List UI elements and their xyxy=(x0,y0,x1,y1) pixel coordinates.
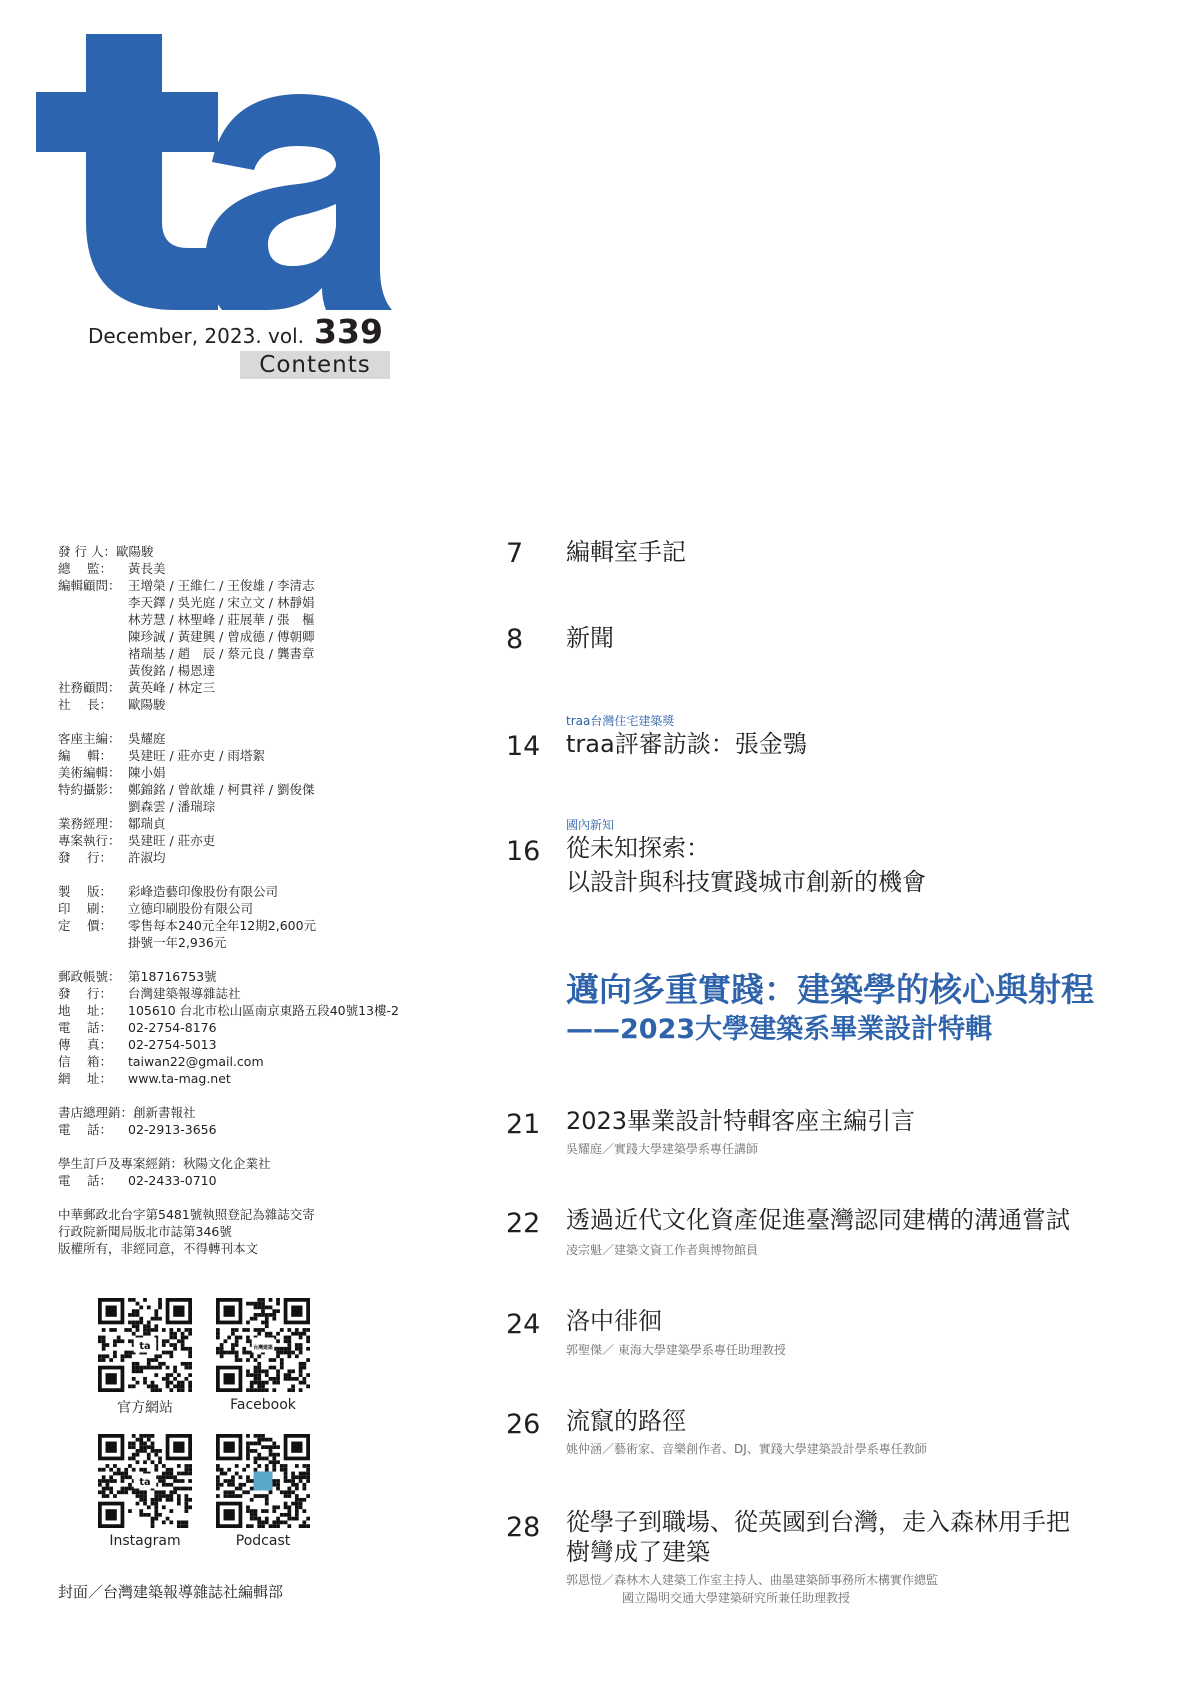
masthead-value: 鄒瑞貞 xyxy=(128,816,166,831)
masthead-value: taiwan22@gmail.com xyxy=(128,1054,264,1069)
masthead-value: 黃英峰 / 林定三 xyxy=(128,680,216,695)
masthead-value: 鄭錦銘 / 曾歆雄 / 柯貫祥 / 劉俊傑 xyxy=(128,782,315,797)
masthead-value: 02-2913-3656 xyxy=(128,1122,217,1137)
masthead-value: 02-2754-5013 xyxy=(128,1037,217,1052)
masthead-label: 印 刷： xyxy=(58,901,112,916)
masthead-value: 王增榮 / 王維仁 / 王俊雄 / 李清志 xyxy=(128,578,315,593)
masthead-row xyxy=(58,1036,458,1053)
masthead-label: 傳 真： xyxy=(58,1037,112,1052)
qr-label-podcast: Podcast xyxy=(235,1533,291,1549)
toc-author: 姚仲涵／藝術家、音樂創作者、DJ、實踐大學建築設計學系專任教師 xyxy=(566,1442,927,1456)
toc-title[interactable]: traa評審訪談：張金鶚 xyxy=(566,730,807,758)
masthead-label: 客座主編： xyxy=(58,731,121,746)
toc-author: 郭聖傑／ 東海大學建築學系專任助理教授 xyxy=(566,1343,786,1357)
masthead-row xyxy=(58,968,458,985)
masthead-row xyxy=(58,560,458,577)
masthead-value: 台灣建築報導雜誌社 xyxy=(128,986,241,1001)
masthead-row xyxy=(58,730,458,747)
masthead-label: 編 輯： xyxy=(58,748,112,763)
masthead-row xyxy=(58,849,458,866)
masthead-label: 發 行： xyxy=(58,850,112,865)
masthead-value: 秋陽文化企業社 xyxy=(183,1156,271,1171)
masthead xyxy=(58,543,458,1257)
masthead-label: 定 價： xyxy=(58,918,112,933)
toc-title[interactable]: 從未知探索： xyxy=(566,834,710,862)
masthead-block-student xyxy=(58,1155,458,1189)
masthead-row xyxy=(58,577,458,679)
qr-label-facebook: Facebook xyxy=(230,1397,296,1413)
legal-line: 版權所有，非經同意，不得轉刊本文 xyxy=(58,1241,259,1256)
toc-page-number: 7 xyxy=(506,538,524,569)
masthead-value: 歐陽駿 xyxy=(115,544,154,559)
masthead-value: 李天鐸 / 吳光庭 / 宋立文 / 林靜娟 xyxy=(128,595,315,610)
toc-title[interactable]: 透過近代文化資產促進臺灣認同建構的溝通嘗試 xyxy=(566,1206,1070,1234)
masthead-value: 02-2754-8176 xyxy=(128,1020,217,1035)
contents-label: Contents xyxy=(240,351,390,379)
masthead-label: 電 話： xyxy=(58,1020,112,1035)
qr-code-podcast[interactable] xyxy=(216,1434,310,1528)
qr-code-instagram[interactable] xyxy=(98,1434,192,1528)
masthead-value: 吳耀庭 xyxy=(128,731,166,746)
masthead-label: 郵政帳號： xyxy=(58,969,121,984)
masthead-label: 業務經理： xyxy=(58,816,121,831)
toc-page-number: 22 xyxy=(506,1208,541,1239)
masthead-row xyxy=(58,832,458,849)
toc-page-number: 21 xyxy=(506,1109,541,1140)
masthead-label: 學生訂戶及專案經銷： xyxy=(58,1156,184,1171)
toc-author: 凌宗魁／建築文資工作者與博物館員 xyxy=(566,1243,759,1257)
toc-category: traa台灣住宅建築獎 xyxy=(566,714,675,728)
feature-title[interactable]: 邁向多重實踐：建築學的核心與射程 xyxy=(566,970,1094,1009)
toc-title[interactable]: 2023畢業設計特輯客座主編引言 xyxy=(566,1107,916,1135)
masthead-row xyxy=(58,1121,458,1138)
toc-author-line2: 國立陽明交通大學建築研究所兼任助理教授 xyxy=(622,1591,851,1605)
masthead-label: 社務顧問： xyxy=(58,680,121,695)
masthead-label: 總 監： xyxy=(58,561,112,576)
masthead-value: 掛號一年2,936元 xyxy=(128,935,227,950)
qr-center-text: ta xyxy=(139,1341,151,1353)
masthead-value: 歐陽駿 xyxy=(128,697,166,712)
masthead-row xyxy=(58,1070,458,1087)
toc-category: 國內新知 xyxy=(566,818,615,832)
qr-code-official-site[interactable] xyxy=(98,1298,192,1392)
masthead-value: 彩峰造藝印像股份有限公司 xyxy=(128,884,279,899)
masthead-label: 網 址： xyxy=(58,1071,112,1086)
masthead-label: 信 箱： xyxy=(58,1054,112,1069)
masthead-value: 許淑均 xyxy=(128,850,166,865)
masthead-row xyxy=(58,1053,458,1070)
masthead-label: 美術編輯： xyxy=(58,765,121,780)
masthead-block-printing xyxy=(58,883,458,951)
qr-center-text: ta xyxy=(139,1477,151,1489)
masthead-row xyxy=(58,1104,458,1121)
toc-page-number: 24 xyxy=(506,1309,541,1340)
masthead-row xyxy=(58,679,458,696)
toc-title[interactable]: 編輯室手記 xyxy=(566,538,686,566)
masthead-row xyxy=(58,1172,458,1189)
cover-credit: 封面／台灣建築報導雜誌社編輯部 xyxy=(58,1583,284,1601)
masthead-label: 地 址： xyxy=(58,1003,112,1018)
masthead-block-legal xyxy=(58,1206,458,1257)
masthead-row xyxy=(58,985,458,1002)
masthead-value: 林芳慧 / 林聖峰 / 莊展華 / 張 樞 xyxy=(128,612,315,627)
masthead-value: 陳珍誠 / 黃建興 / 曾成德 / 傅朝卿 xyxy=(128,629,315,644)
toc-title[interactable]: 新聞 xyxy=(566,624,614,652)
legal-line: 中華郵政北台字第5481號執照登記為雜誌交寄 xyxy=(58,1207,315,1222)
masthead-row xyxy=(58,883,458,900)
qr-center-text: 台灣建築 xyxy=(253,1345,273,1352)
masthead-value: 吳建旺 / 莊亦吏 / 雨塔絮 xyxy=(128,748,265,763)
toc-title[interactable]: 流竄的路徑 xyxy=(566,1407,686,1435)
masthead-label: 發 行： xyxy=(58,986,112,1001)
masthead-block-publisher xyxy=(58,543,458,713)
qr-label-instagram: Instagram xyxy=(109,1533,181,1549)
masthead-value: 立德印刷股份有限公司 xyxy=(128,901,254,916)
masthead-value: 劉森雲 / 潘瑞琮 xyxy=(128,799,216,814)
masthead-block-bookstore xyxy=(58,1104,458,1138)
masthead-label: 電 話： xyxy=(58,1173,112,1188)
masthead-label: 製 版： xyxy=(58,884,112,899)
ta-logo xyxy=(36,34,392,310)
masthead-label: 編輯顧問： xyxy=(58,578,121,593)
logo-text: ta xyxy=(36,34,38,35)
masthead-label: 專案執行： xyxy=(58,833,121,848)
toc-page-number: 26 xyxy=(506,1409,541,1440)
masthead-value: 零售每本240元全年12期2,600元 xyxy=(128,918,317,933)
legal-line: 行政院新聞局版北市誌第346號 xyxy=(58,1224,232,1239)
masthead-row xyxy=(58,1002,458,1019)
masthead-value: 黃長美 xyxy=(128,561,166,576)
masthead-value: 黃俊銘 / 楊恩達 xyxy=(128,663,216,678)
issue-line xyxy=(88,312,383,351)
masthead-row xyxy=(58,815,458,832)
toc-title[interactable]: 洛中徘徊 xyxy=(566,1307,662,1335)
masthead-row xyxy=(58,764,458,781)
masthead-value: www.ta-mag.net xyxy=(128,1071,231,1086)
issue-date: December, 2023. vol. xyxy=(88,324,305,348)
toc-page-number: 14 xyxy=(506,731,541,762)
masthead-row xyxy=(58,696,458,713)
masthead-value: 褚瑞基 / 趙 辰 / 蔡元良 / 龔書章 xyxy=(128,646,315,661)
toc-title[interactable]: 從學子到職場、從英國到台灣，走入森林用手把 xyxy=(566,1508,1070,1536)
masthead-label: 電 話： xyxy=(58,1122,112,1137)
masthead-value: 第18716753號 xyxy=(128,969,217,984)
masthead-row xyxy=(58,747,458,764)
feature-subtitle: ——2023大學建築系畢業設計特輯 xyxy=(566,1014,993,1045)
masthead-row xyxy=(58,1019,458,1036)
toc-author: 郭恩愷／森林木人建築工作室主持人、曲墨建築師事務所木構實作總監 xyxy=(566,1573,939,1587)
masthead-value: 吳建旺 / 莊亦吏 xyxy=(128,833,216,848)
masthead-label: 書店總理銷： xyxy=(58,1105,134,1120)
masthead-row xyxy=(58,543,458,560)
toc-title-line2[interactable]: 樹彎成了建築 xyxy=(566,1538,710,1566)
masthead-value: 陳小娟 xyxy=(128,765,166,780)
masthead-label: 特約攝影： xyxy=(58,782,121,797)
masthead-value: 創新書報社 xyxy=(133,1105,196,1120)
volume-number: 339 xyxy=(314,312,383,351)
masthead-block-contact xyxy=(58,968,458,1087)
toc-author: 吳耀庭／實踐大學建築學系專任講師 xyxy=(566,1142,759,1156)
masthead-value: 105610 台北市松山區南京東路五段40號13樓-2 xyxy=(128,1003,399,1018)
toc-page-number: 28 xyxy=(506,1512,541,1543)
qr-label-official-site: 官方網站 xyxy=(117,1400,173,1416)
masthead-label: 發 行 人： xyxy=(58,544,116,559)
toc-page-number: 8 xyxy=(506,624,524,655)
toc-page-number: 16 xyxy=(506,836,541,867)
masthead-label: 社 長： xyxy=(58,697,112,712)
masthead-row xyxy=(58,1155,458,1172)
qr-code-facebook[interactable] xyxy=(216,1298,310,1392)
masthead-row xyxy=(58,781,458,815)
masthead-block-editorial xyxy=(58,730,458,866)
masthead-value: 02-2433-0710 xyxy=(128,1173,217,1188)
masthead-row xyxy=(58,917,458,951)
toc-title-line2[interactable]: 以設計與科技實踐城市創新的機會 xyxy=(566,868,926,896)
masthead-row xyxy=(58,900,458,917)
